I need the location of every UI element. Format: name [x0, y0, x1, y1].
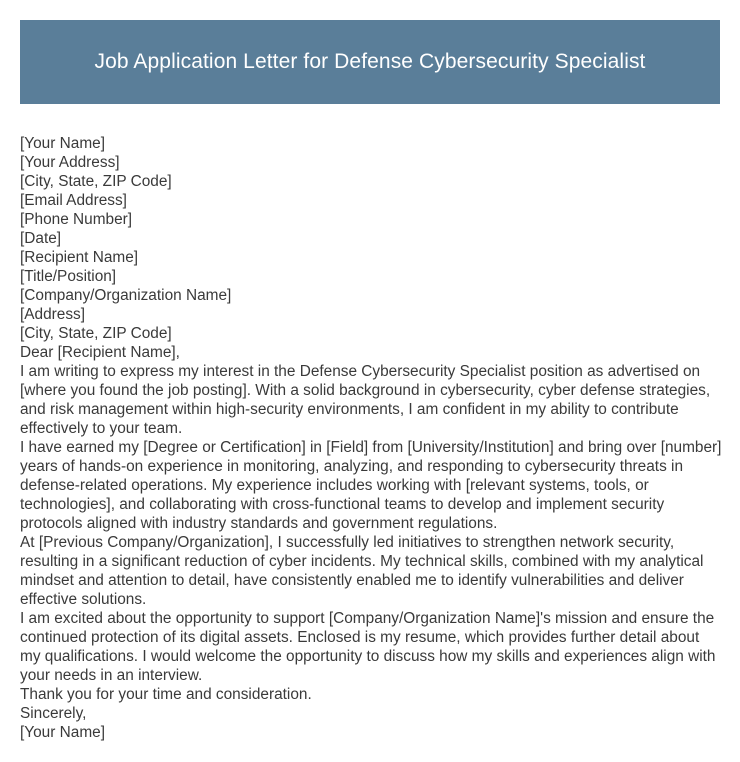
signature: [Your Name]: [20, 724, 105, 741]
recipient-organization: [Company/Organization Name]: [20, 287, 232, 304]
letter-body: [20, 134, 722, 742]
sender-address: [Your Address]: [20, 154, 120, 171]
paragraph-intro: I am writing to express my interest in the Defense Cybersecurity Specialist position as advertised on [where you found the job posting]. With a solid background in cybersecurity, cyber defense strategies, and risk management within high-security environments, I am confident in my ability to contribute effectively to your team.: [20, 363, 711, 437]
paragraph-experience: I have earned my [Degree or Certification] in [Field] from [University/Institution] and bring over [number] years of hands-on experience in monitoring, analyzing, and responding to cybersecurity threats in defense-related operations. My experience includes working with [relevant systems, tools, or technologies], and collaborating with cross-functional teams to develop and implement security protocols aligned with industry standards and government regulations.: [20, 439, 722, 532]
salutation: Dear [Recipient Name],: [20, 344, 180, 361]
sender-city-state-zip: [City, State, ZIP Code]: [20, 173, 172, 190]
paragraph-thanks: Thank you for your time and consideration.: [20, 686, 312, 703]
sender-email: [Email Address]: [20, 192, 127, 209]
paragraph-closing: I am excited about the opportunity to support [Company/Organization Name]'s mission and ensure the continued protection of its digital assets. Enclosed is my resume, which provides further detail about my qualifications. I would welcome the opportunity to discuss how my skills and experiences align with your needs in an interview.: [20, 610, 716, 684]
title-banner: [20, 20, 720, 104]
paragraph-achievements: At [Previous Company/Organization], I successfully led initiatives to strengthen network security, resulting in a significant reduction of cyber incidents. My technical skills, combined with my analytical mindset and attention to detail, have consistently enabled me to identify vulnerabilities and deliver effective solutions.: [20, 534, 704, 608]
closing: Sincerely,: [20, 705, 87, 722]
recipient-title: [Title/Position]: [20, 268, 117, 285]
recipient-city-state-zip: [City, State, ZIP Code]: [20, 325, 172, 342]
recipient-name: [Recipient Name]: [20, 249, 139, 266]
page-title: Job Application Letter for Defense Cybersecurity Specialist: [94, 50, 646, 73]
letter-date: [Date]: [20, 230, 62, 247]
recipient-address: [Address]: [20, 306, 86, 323]
sender-phone: [Phone Number]: [20, 211, 133, 228]
sender-name: [Your Name]: [20, 135, 105, 152]
